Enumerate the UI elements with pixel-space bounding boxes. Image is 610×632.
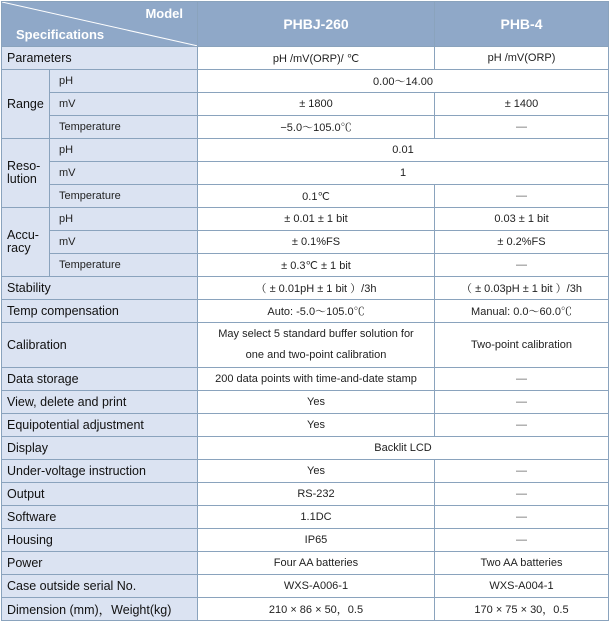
value-phb4: Manual: 0.0～60.0℃ bbox=[435, 300, 609, 323]
value-phbj260: （ ± 0.01pH ± 1 bit ）/3h bbox=[198, 277, 435, 300]
sub-label: mV bbox=[50, 162, 198, 185]
value-phb4: — bbox=[435, 185, 609, 208]
value-phbj260: WXS-A006-1 bbox=[198, 575, 435, 598]
table-row-accuracy-mv bbox=[2, 231, 609, 254]
table-row-housing bbox=[2, 529, 609, 552]
value-phb4: — bbox=[435, 391, 609, 414]
table-row-equipotential bbox=[2, 414, 609, 437]
value-phb4: Two AA batteries bbox=[435, 552, 609, 575]
value-phbj260: Four AA batteries bbox=[198, 552, 435, 575]
table-row-power bbox=[2, 552, 609, 575]
value-phbj260: ± 0.01 ± 1 bit bbox=[198, 208, 435, 231]
value-phbj260: ± 1800 bbox=[198, 93, 435, 116]
group-label-line: lution bbox=[7, 172, 37, 186]
value-phbj260: Yes bbox=[198, 414, 435, 437]
value-phbj260: 1.1DC bbox=[198, 506, 435, 529]
group-label-line: Reso- bbox=[7, 159, 41, 173]
table-row-data-storage bbox=[2, 368, 609, 391]
table-row-software bbox=[2, 506, 609, 529]
value-phbj260: 200 data points with time-and-date stamp bbox=[198, 368, 435, 391]
value-phbj260 bbox=[198, 323, 435, 368]
sub-label: pH bbox=[50, 208, 198, 231]
value-phb4: — bbox=[435, 460, 609, 483]
group-label-accuracy bbox=[2, 208, 50, 277]
row-label: Equipotential adjustment bbox=[2, 414, 198, 437]
value-phbj260: Yes bbox=[198, 460, 435, 483]
row-label: Display bbox=[2, 437, 198, 460]
value-phb4: ± 1400 bbox=[435, 93, 609, 116]
sub-label: mV bbox=[50, 231, 198, 254]
value-phb4: WXS-A004-1 bbox=[435, 575, 609, 598]
value-phbj260: ± 0.3℃ ± 1 bit bbox=[198, 254, 435, 277]
value-phbj260: RS-232 bbox=[198, 483, 435, 506]
table-row-resolution-temperature bbox=[2, 185, 609, 208]
table-row-stability bbox=[2, 277, 609, 300]
table-row-parameters bbox=[2, 47, 609, 70]
table-row-calibration bbox=[2, 323, 609, 368]
value-phb4: 0.03 ± 1 bit bbox=[435, 208, 609, 231]
table-row-range-ph bbox=[2, 70, 609, 93]
header-row bbox=[2, 2, 609, 47]
group-label-line: Accu- bbox=[7, 228, 39, 242]
sub-label: Temperature bbox=[50, 116, 198, 139]
row-label: Under-voltage instruction bbox=[2, 460, 198, 483]
value-phb4: — bbox=[435, 483, 609, 506]
row-label: View, delete and print bbox=[2, 391, 198, 414]
value-shared: 0.01 bbox=[198, 139, 609, 162]
table-row-output bbox=[2, 483, 609, 506]
value-phbj260: Yes bbox=[198, 391, 435, 414]
value-phb4: 170 × 75 × 30，0.5 bbox=[435, 598, 609, 621]
row-label: Dimension (mm)，Weight(kg) bbox=[2, 598, 198, 621]
value-phb4: — bbox=[435, 254, 609, 277]
header-corner-cell bbox=[2, 2, 198, 47]
row-label: Temp compensation bbox=[2, 300, 198, 323]
row-label: Data storage bbox=[2, 368, 198, 391]
value-phbj260: IP65 bbox=[198, 529, 435, 552]
specifications-table-wrapper bbox=[1, 1, 608, 621]
value-shared: 1 bbox=[198, 162, 609, 185]
value-phbj260: Auto: -5.0～105.0℃ bbox=[198, 300, 435, 323]
value-phbj260: 0.1℃ bbox=[198, 185, 435, 208]
calibration-line: one and two-point calibration bbox=[245, 349, 387, 361]
group-label-line: racy bbox=[7, 241, 31, 255]
value-phb4: — bbox=[435, 116, 609, 139]
value-phbj260: 210 × 86 × 50，0.5 bbox=[198, 598, 435, 621]
group-label-range: Range bbox=[2, 70, 50, 139]
value-phb4: — bbox=[435, 414, 609, 437]
row-label: Parameters bbox=[2, 47, 198, 70]
specifications-table bbox=[1, 1, 609, 621]
row-label: Output bbox=[2, 483, 198, 506]
table-row-under-voltage bbox=[2, 460, 609, 483]
table-row-range-mv bbox=[2, 93, 609, 116]
specifications-header-label: Specifications bbox=[16, 27, 105, 42]
table-row-temp-compensation bbox=[2, 300, 609, 323]
table-row-accuracy-ph bbox=[2, 208, 609, 231]
model-header-label: Model bbox=[145, 6, 183, 21]
row-label: Housing bbox=[2, 529, 198, 552]
row-label: Calibration bbox=[2, 323, 198, 368]
value-phb4: — bbox=[435, 368, 609, 391]
value-shared: 0.00～14.00 bbox=[198, 70, 609, 93]
row-label: Software bbox=[2, 506, 198, 529]
table-row-resolution-mv bbox=[2, 162, 609, 185]
sub-label: Temperature bbox=[50, 185, 198, 208]
table-row-dimension-weight bbox=[2, 598, 609, 621]
sub-label: mV bbox=[50, 93, 198, 116]
calibration-line: May select 5 standard buffer solution for bbox=[218, 328, 414, 340]
group-label-resolution bbox=[2, 139, 50, 208]
table-row-resolution-ph bbox=[2, 139, 609, 162]
table-row-view-delete-print bbox=[2, 391, 609, 414]
table-row-range-temperature bbox=[2, 116, 609, 139]
value-phb4: — bbox=[435, 506, 609, 529]
value-phb4: pH /mV(ORP) bbox=[435, 47, 609, 70]
value-phbj260: ± 0.1%FS bbox=[198, 231, 435, 254]
product-header-phb4: PHB-4 bbox=[435, 2, 609, 47]
value-phb4: （ ± 0.03pH ± 1 bit ）/3h bbox=[435, 277, 609, 300]
value-phb4: ± 0.2%FS bbox=[435, 231, 609, 254]
row-label: Power bbox=[2, 552, 198, 575]
sub-label: pH bbox=[50, 139, 198, 162]
value-shared: Backlit LCD bbox=[198, 437, 609, 460]
sub-label: pH bbox=[50, 70, 198, 93]
row-label: Stability bbox=[2, 277, 198, 300]
product-header-phbj260: PHBJ-260 bbox=[198, 2, 435, 47]
table-row-case-serial bbox=[2, 575, 609, 598]
value-phbj260: pH /mV(ORP)/ ℃ bbox=[198, 47, 435, 70]
table-row-display bbox=[2, 437, 609, 460]
value-phbj260: −5.0～105.0℃ bbox=[198, 116, 435, 139]
value-phb4: — bbox=[435, 529, 609, 552]
sub-label: Temperature bbox=[50, 254, 198, 277]
table-row-accuracy-temperature bbox=[2, 254, 609, 277]
row-label: Case outside serial No. bbox=[2, 575, 198, 598]
value-phb4: Two-point calibration bbox=[435, 323, 609, 368]
